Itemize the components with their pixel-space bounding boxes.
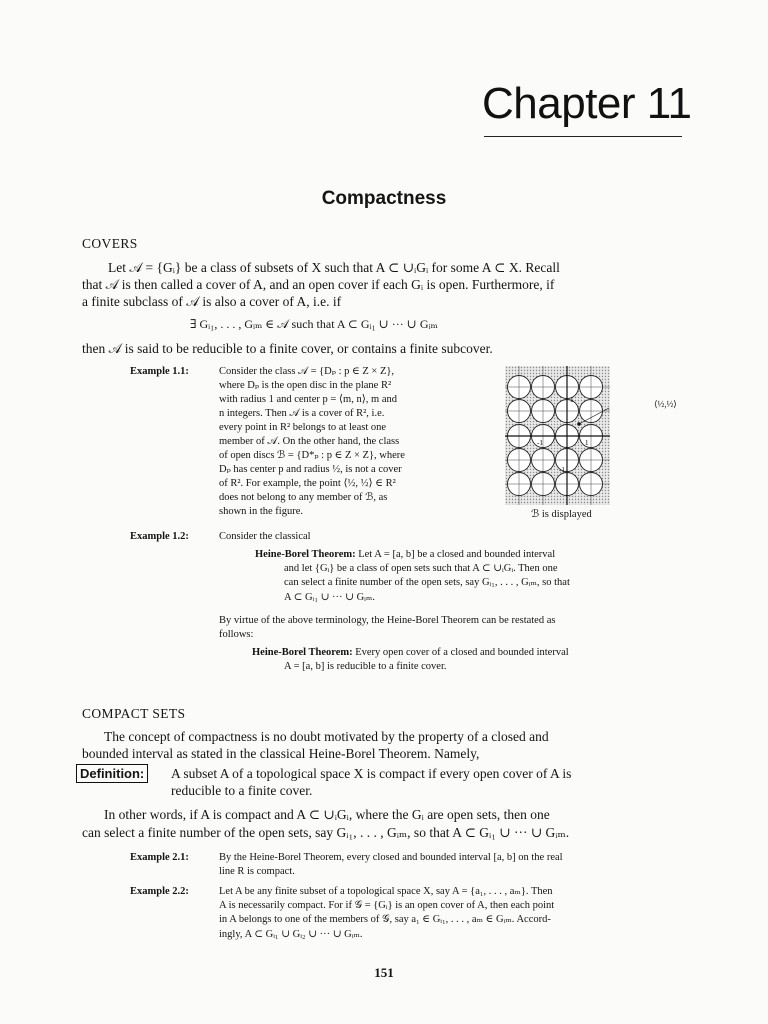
restated-line: follows: <box>219 629 254 640</box>
theorem-line: can select a finite number of the open sets, say Gᵢ₁, . . . , Gᵢₘ, so that <box>284 577 570 588</box>
example-2-2-label: Example 2.2: <box>130 886 189 897</box>
section-title: Compactness <box>321 188 447 209</box>
chapter-title: Chapter 11 <box>482 79 692 128</box>
compact-para1-line1: The concept of compactness is no doubt motivated by the property of a closed and <box>104 729 549 744</box>
tick-label: -1 <box>559 466 565 474</box>
example-1-1-line: of R². For example, the point ⟨½, ½⟩ ∈ R² <box>219 478 396 489</box>
disc-grid-figure <box>505 366 610 505</box>
example-1-1-line: every point in R² belongs to at least one <box>219 422 387 433</box>
restated-line: By virtue of the above terminology, the Heine-Borel Theorem can be restated as <box>219 615 556 626</box>
example-1-1-line: member of 𝒜. On the other hand, the class <box>219 436 400 447</box>
example-2-1-line: line R is compact. <box>219 866 295 877</box>
definition-line2: reducible to a finite cover. <box>171 783 313 798</box>
covers-math-line: ∃ Gᵢ₁, . . . , Gᵢₘ ∈ 𝒜 such that A ⊂ Gᵢ₁ ∪ ··· ∪ Gᵢₘ <box>190 317 438 331</box>
figure-caption: ℬ is displayed <box>531 509 592 520</box>
example-2-2-line: A is necessarily compact. For if 𝒢 = {Gᵢ} is an open cover of A, then each point <box>219 900 555 911</box>
example-1-1-line: n integers. Then 𝒜 is a cover of R², i.e. <box>219 408 385 419</box>
theorem2-line <box>252 646 569 660</box>
example-1-2-label: Example 1.2: <box>130 531 189 542</box>
definition-box <box>76 764 148 783</box>
compact-para2-line2: can select a finite number of the open sets, say Gᵢ₁, . . . , Gᵢₘ, so that A ⊂ Gᵢ₁ ∪ ··· ∪ Gᵢₘ. <box>82 825 570 840</box>
definition-label: Definition: <box>76 764 148 783</box>
tick-label: 1 <box>570 396 574 404</box>
compact-sets-heading: COMPACT SETS <box>82 706 186 721</box>
example-2-2-line: ingly, A ⊂ Gᵢ₁ ∪ Gᵢ₂ ∪ ··· ∪ Gᵢₘ. <box>219 929 363 940</box>
theorem-line <box>255 548 555 562</box>
definition-line1: A subset A of a topological space X is compact if every open cover of A is <box>171 766 572 781</box>
covers-para2: then 𝒜 is said to be reducible to a finite cover, or contains a finite subcover. <box>82 341 493 356</box>
example-2-1-label: Example 2.1: <box>130 852 189 863</box>
theorem2-label: Heine-Borel Theorem: <box>252 647 353 658</box>
example-2-2-line: in A belongs to one of the members of 𝒢, say a₁ ∈ Gᵢ₁, . . . , aₘ ∈ Gᵢₘ. Accord- <box>219 914 551 925</box>
chapter-rule <box>484 136 682 137</box>
covers-para1-line3: a finite subclass of 𝒜 is also a cover of A, i.e. if <box>82 294 342 309</box>
theorem-label: Heine-Borel Theorem: <box>255 549 356 560</box>
covers-para1-line1: Let 𝒜 = {Gᵢ} be a class of subsets of X such that A ⊂ ∪ᵢGᵢ for some A ⊂ X. Recall <box>108 260 560 275</box>
example-1-1-line: where Dₚ is the open disc in the plane R² <box>219 380 392 391</box>
covers-heading: COVERS <box>82 236 138 251</box>
example-2-1-line: By the Heine-Borel Theorem, every closed and bounded interval [a, b] on the real <box>219 852 563 863</box>
example-1-1-line: Dₚ has center p and radius ½, is not a cover <box>219 464 402 475</box>
example-1-1-line: with radius 1 and center p = ⟨m, n⟩, m and <box>219 394 397 405</box>
example-1-1-line: of open discs ℬ = {D*ₚ : p ∈ Z × Z}, where <box>219 450 405 461</box>
theorem2-text: Every open cover of a closed and bounded interval <box>355 647 569 658</box>
disc-grid-svg <box>505 366 610 505</box>
tick-label: -1 <box>537 439 543 447</box>
page-number: 151 <box>374 965 394 980</box>
example-2-2-line: Let A be any finite subset of a topological space X, say A = {a₁, . . . , aₘ}. Then <box>219 886 553 897</box>
theorem-text: Let A = [a, b] be a closed and bounded interval <box>358 549 556 560</box>
example-1-2-intro: Consider the classical <box>219 531 311 542</box>
theorem-line: and let {Gᵢ} be a class of open sets such that A ⊂ ∪ᵢGᵢ. Then one <box>284 563 558 574</box>
point-label: ⟨½,½⟩ <box>654 399 677 409</box>
example-1-1-label: Example 1.1: <box>130 366 189 377</box>
tick-label: 1 <box>585 439 589 447</box>
compact-para1-line2: bounded interval as stated in the classical Heine-Borel Theorem. Namely, <box>82 746 480 761</box>
example-1-1-line: shown in the figure. <box>219 506 303 517</box>
theorem2-line: A = [a, b] is reducible to a finite cover. <box>284 661 447 672</box>
example-1-1-line: Consider the class 𝒜 = {Dₚ : p ∈ Z × Z}, <box>219 366 395 377</box>
covers-para1-line2: that 𝒜 is then called a cover of A, and an open cover if each Gᵢ is open. Furthermore, if <box>82 277 555 292</box>
theorem-line: A ⊂ Gᵢ₁ ∪ ··· ∪ Gᵢₘ. <box>284 592 375 603</box>
example-1-1-text <box>219 365 499 519</box>
example-1-1-line: does not belong to any member of ℬ, as <box>219 492 388 503</box>
compact-para2-line1: In other words, if A is compact and A ⊂ ∪ᵢGᵢ, where the Gᵢ are open sets, then one <box>104 807 550 822</box>
